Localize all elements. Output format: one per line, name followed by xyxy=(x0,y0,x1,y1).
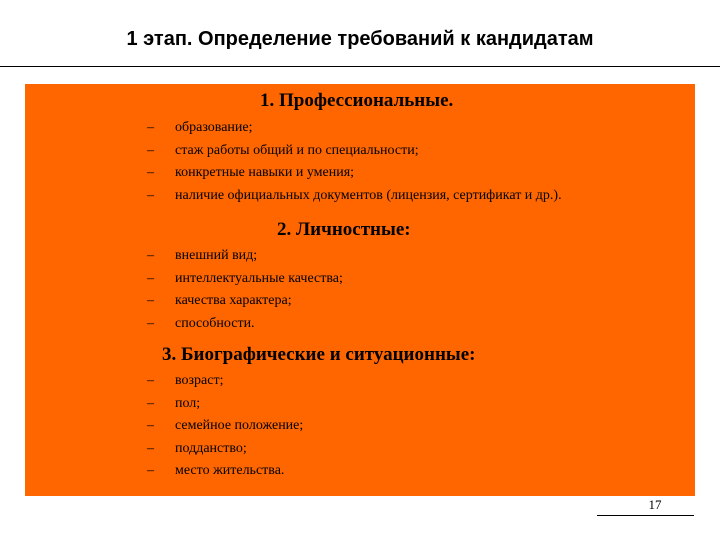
bullet-dash: – xyxy=(147,187,154,203)
bullet-dash: – xyxy=(147,440,154,456)
bullet-dash: – xyxy=(147,293,154,308)
list-item xyxy=(147,245,343,268)
bullet-dash: – xyxy=(147,395,154,411)
personal-list xyxy=(147,245,343,335)
bullet-dash: – xyxy=(147,248,154,263)
list-item-text: образование; xyxy=(175,120,253,135)
list-item-text: семейное положение; xyxy=(175,418,304,433)
list-item-text: наличие официальных документов (лицензия, сертификат и др.). xyxy=(175,187,562,203)
bullet-dash: – xyxy=(147,120,154,135)
slide-title: 1 этап. Определение требований к кандидатам xyxy=(126,28,594,50)
list-item-text: конкретные навыки и умения; xyxy=(175,165,355,180)
bullet-dash: – xyxy=(147,373,154,388)
list-item-text: пол; xyxy=(175,395,201,411)
list-item xyxy=(147,415,303,438)
list-item xyxy=(147,140,562,163)
professional-list xyxy=(147,117,562,207)
title-divider xyxy=(0,66,720,67)
list-item-text: место жительства. xyxy=(175,463,285,478)
section-heading-personal: 2. Личностные: xyxy=(277,219,411,240)
bullet-dash: – xyxy=(147,270,154,286)
bullet-dash: – xyxy=(147,165,154,180)
list-item-text: внешний вид; xyxy=(175,248,258,263)
list-item xyxy=(147,370,303,393)
list-item xyxy=(147,162,562,185)
section-heading-biographical: 3. Биографические и ситуационные: xyxy=(162,344,476,365)
list-item-text: стаж работы общий и по специальности; xyxy=(175,142,419,158)
bullet-dash: – xyxy=(147,418,154,433)
list-item xyxy=(147,460,303,483)
list-item-text: способности. xyxy=(175,315,255,331)
list-item-text: подданство; xyxy=(175,440,247,456)
list-item xyxy=(147,268,343,291)
bullet-dash: – xyxy=(147,463,154,478)
page-number: 17 xyxy=(648,497,662,512)
page-number-rule xyxy=(597,515,694,516)
list-item xyxy=(147,117,562,140)
list-item-text: возраст; xyxy=(175,373,224,388)
list-item xyxy=(147,438,303,461)
list-item xyxy=(147,313,343,336)
list-item-text: качества характера; xyxy=(175,293,292,308)
list-item xyxy=(147,393,303,416)
list-item xyxy=(147,185,562,208)
list-item-text: интеллектуальные качества; xyxy=(175,270,343,286)
bullet-dash: – xyxy=(147,315,154,331)
list-item xyxy=(147,290,343,313)
biographical-list xyxy=(147,370,303,483)
section-heading-professional: 1. Профессиональные. xyxy=(260,90,454,111)
bullet-dash: – xyxy=(147,142,154,158)
